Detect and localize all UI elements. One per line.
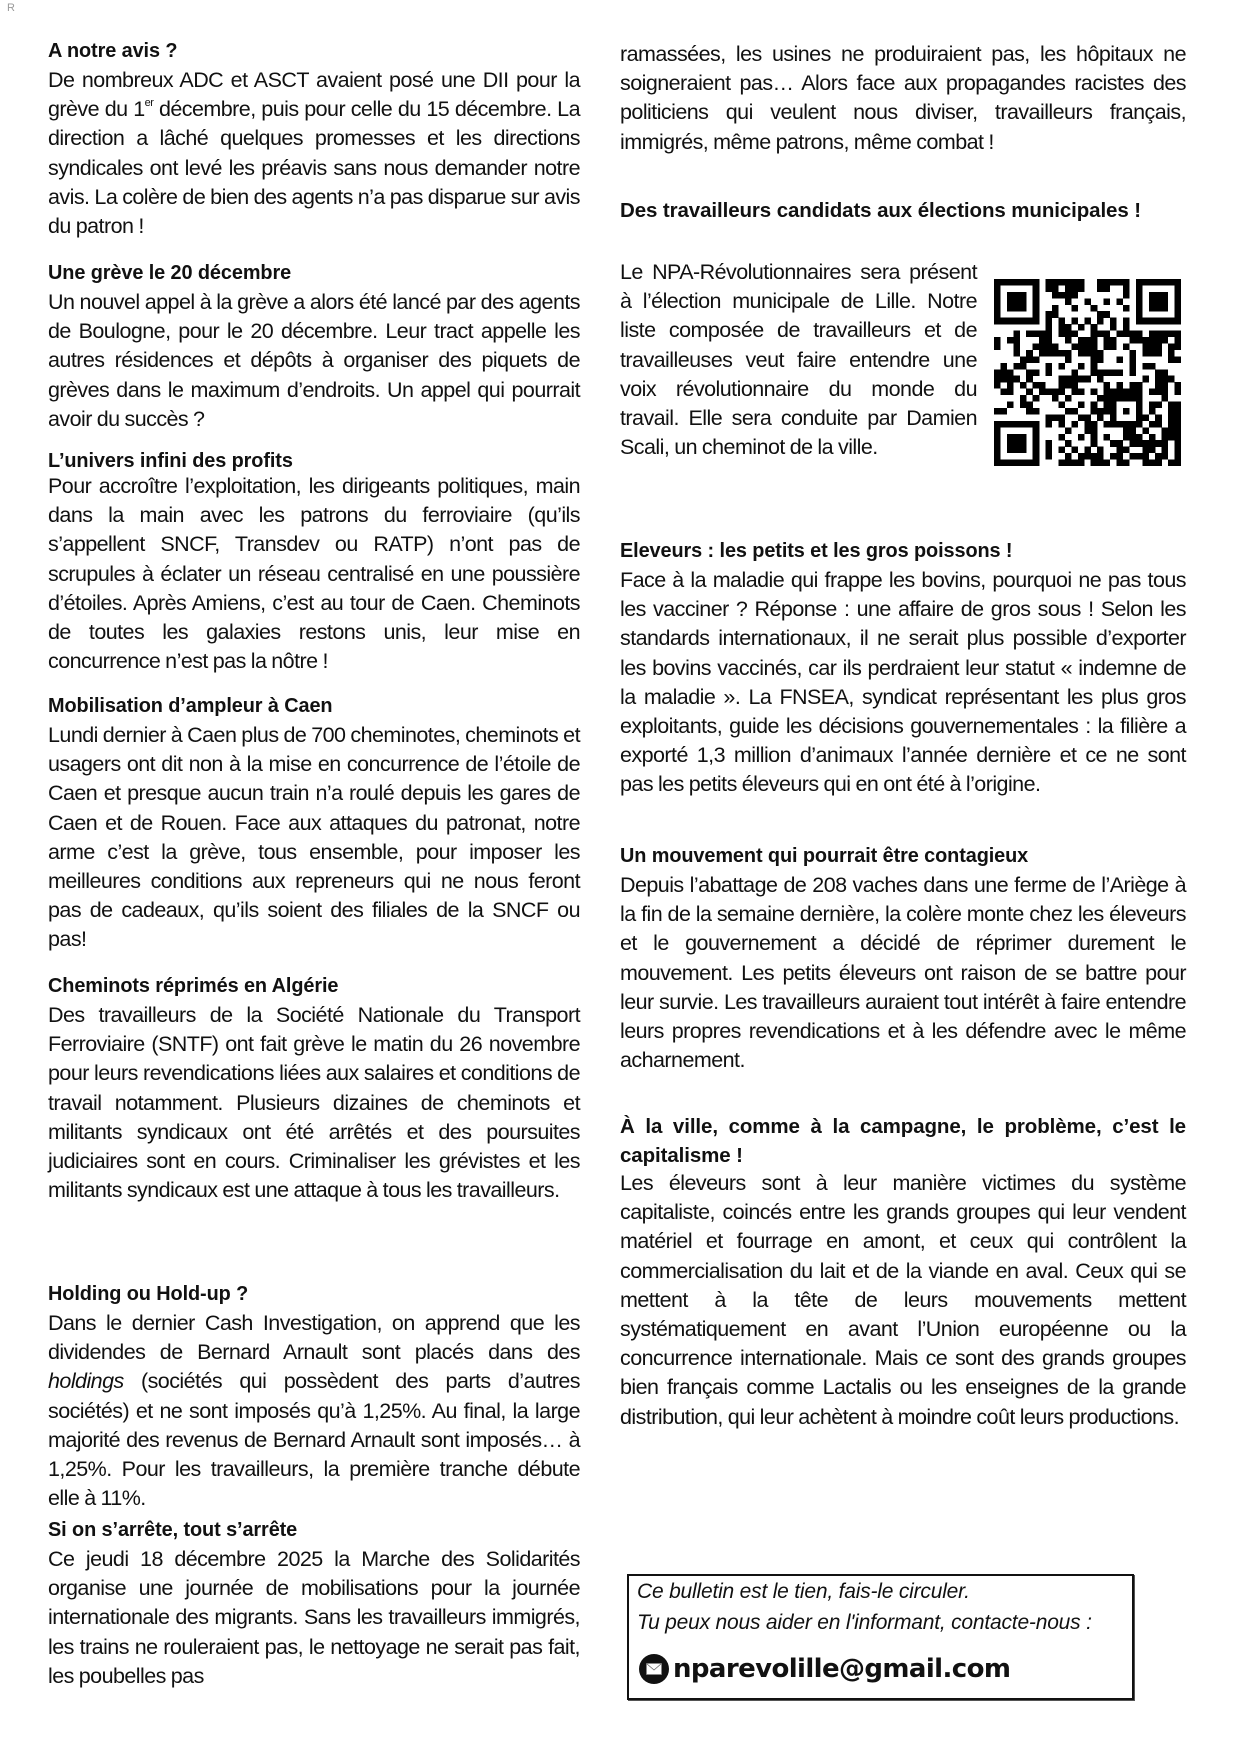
article-heading: Des travailleurs candidats aux élections municipales ! bbox=[620, 199, 1141, 222]
qr-code[interactable] bbox=[992, 279, 1183, 466]
article-body: Dans le dernier Cash Investigation, on apprend que les dividendes de Bernard Arnault sont placés dans des holdings (sociétés qui possèdent des parts d’autres sociétés) et ne sont imposés qu’à 1,25%. Au final, la large majorité des revenus de Bernard Arnault sont imposés… à 1,25%. Pour les travailleurs, la première tranche débute elle à 11%. bbox=[48, 1311, 580, 1511]
article-univers-infini bbox=[48, 446, 580, 676]
contact-box bbox=[627, 1574, 1134, 1700]
article-heading: Une grève le 20 décembre bbox=[48, 261, 292, 284]
article-body: Le NPA-Révolutionnaires sera présent à l’élection municipale de Lille. Notre liste composée de travailleurs et de travailleuses veut faire entendre une voix révolutionnaire du monde du travail. Elle sera conduite par Damien Scali, un cheminot de la ville. bbox=[620, 260, 977, 460]
article-heading: Cheminots réprimés en Algérie bbox=[48, 974, 339, 997]
article-body-with-qr bbox=[620, 258, 1186, 462]
contact-line-1: Ce bulletin est le tien, fais-le circuler. bbox=[637, 1580, 970, 1603]
article-heading: A notre avis ? bbox=[48, 39, 178, 62]
article-heading: Mobilisation d’ampleur à Caen bbox=[48, 694, 333, 717]
email-address: nparevolille@gmail.com bbox=[673, 1654, 1011, 1684]
mail-icon bbox=[639, 1654, 669, 1684]
article-body: Depuis l’abattage de 208 vaches dans une ferme de l’Ariège à la fin de la semaine dernière, la colère monte chez les éleveurs et le gouvernement a décidé de réprimer durement le mouvement. Les petits éleveurs ont raison de se battre pour leur survie. Les travailleurs auraient tout intérêt à faire entendre leurs propres revendications et à les défendre avec le même acharnement. bbox=[620, 873, 1186, 1073]
article-body: ramassées, les usines ne produiraient pas, les hôpitaux ne soigneraient pas… Alors face aux propagandes racistes des politiciens qui veulent nous diviser, travailleurs français, immigrés, même patrons, même combat ! bbox=[620, 42, 1186, 154]
corner-mark: R bbox=[7, 2, 15, 14]
article-ville-campagne bbox=[620, 1112, 1186, 1432]
article-mobilisation-caen bbox=[48, 691, 580, 955]
article-body: Les éleveurs sont à leur manière victimes du système capitaliste, coincés entre les grands groupes qui leur vendent matériel et fourrage en amont, et ceux qui contrôlent la commercialisation du lait et de la viande en aval. Ceux qui se mettent à la tête de leurs mouvements mettent systématiquement en avant l’Union européenne ou la concurrence internationale. Mais ce sont des grands groupes bien français comme Lactalis ou les enseignes de la grande distribution, qui leur achètent à moindre coût leurs productions. bbox=[620, 1171, 1186, 1429]
article-mouvement-contagieux bbox=[620, 841, 1186, 1075]
article-a-notre-avis bbox=[48, 36, 580, 241]
article-heading: Si on s’arrête, tout s’arrête bbox=[48, 1518, 298, 1541]
article-body: Face à la maladie qui frappe les bovins, pourquoi ne pas tous les vacciner ? Réponse : une affaire de gros sous ! Selon les standards internationaux, il ne serait plus possible d’exporter les bovins vaccinés, car ils perdraient leur statut « indemne de la maladie ». La FNSEA, syndicat représentant les plus gros exploitants, guide les décisions gouvernementales : la filière a exporté 1,3 million d’animaux l’année dernière et ce ne sont pas les petits éleveurs qui en ont été à l’origine. bbox=[620, 568, 1186, 797]
article-candidats-municipales bbox=[620, 196, 1186, 460]
contact-email-link[interactable] bbox=[639, 1654, 1010, 1684]
article-body: Des travailleurs de la Société Nationale du Transport Ferroviaire (SNTF) ont fait grève le matin du 26 novembre pour leurs revendications liées aux salaires et conditions de travail notamment. Plusieurs dizaines de cheminots et militants syndicaux ont été arrêtés et des poursuites judiciaires sont en cours. Criminaliser les grévistes et les militants syndicaux est une attaque à tous les travailleurs. bbox=[48, 1003, 580, 1203]
article-heading: Holding ou Hold-up ? bbox=[48, 1282, 249, 1305]
article-heading: L’univers infini des profits bbox=[48, 449, 293, 472]
article-si-on-sarrete bbox=[48, 1515, 580, 1691]
article-body: Pour accroître l’exploitation, les dirigeants politiques, main dans la main avec les patrons du ferroviaire (qu’ils s’appellent SNCF, Transdev ou RATP) n’ont pas de scrupules à éclater un réseau centralisé en une poussière d’étoiles. Après Amiens, c’est au tour de Caen. Cheminots de toutes les galaxies restons unis, leur mise en concurrence n’est pas la nôtre ! bbox=[48, 474, 580, 674]
article-body: Ce jeudi 18 décembre 2025 la Marche des Solidarités organise une journée de mobilisations pour la journée internationale des migrants. Sans les travailleurs immigrés, les trains ne rouleraient pas, le nettoyage ne serait pas fait, les poubelles pas bbox=[48, 1547, 580, 1688]
article-heading: Un mouvement qui pourrait être contagieux bbox=[620, 844, 1029, 867]
article-heading: Eleveurs : les petits et les gros poissons ! bbox=[620, 539, 1013, 562]
article-continuation bbox=[620, 40, 1186, 157]
article-greve-20-decembre bbox=[48, 258, 580, 434]
article-heading: À la ville, comme à la campagne, le problème, c’est le capitalisme ! bbox=[620, 1115, 1186, 1167]
article-body: Un nouvel appel à la grève a alors été lancé par des agents de Boulogne, pour le 20 décembre. Leur tract appelle les autres résidences et dépôts à organiser des piquets de grèves dans le maximum d’endroits. Un appel qui pourrait avoir du succès ? bbox=[48, 290, 580, 431]
contact-line-2: Tu peux nous aider en l'informant, contacte-nous : bbox=[637, 1611, 1092, 1634]
article-holding-hold-up bbox=[48, 1279, 580, 1513]
article-body: De nombreux ADC et ASCT avaient posé une DII pour la grève du 1er décembre, puis pour celle du 15 décembre. La direction a lâché quelques promesses et les directions syndicales ont levé les préavis sans nous demander notre avis. La colère de bien des agents n’a pas disparue sur avis du patron ! bbox=[48, 68, 580, 239]
article-cheminots-algerie bbox=[48, 971, 580, 1205]
article-eleveurs bbox=[620, 536, 1186, 800]
article-body: Lundi dernier à Caen plus de 700 cheminotes, cheminots et usagers ont dit non à la mise en concurrence de l’étoile de Caen et presque aucun train n’a roulé depuis les gares de Caen et de Rouen. Face aux attaques du patronat, notre arme c’est la grève, tous ensemble, pour imposer les meilleures conditions aux repreneurs qui ne nous feront pas de cadeaux, qu’ils soient des filiales de la SNCF ou pas! bbox=[48, 723, 580, 952]
